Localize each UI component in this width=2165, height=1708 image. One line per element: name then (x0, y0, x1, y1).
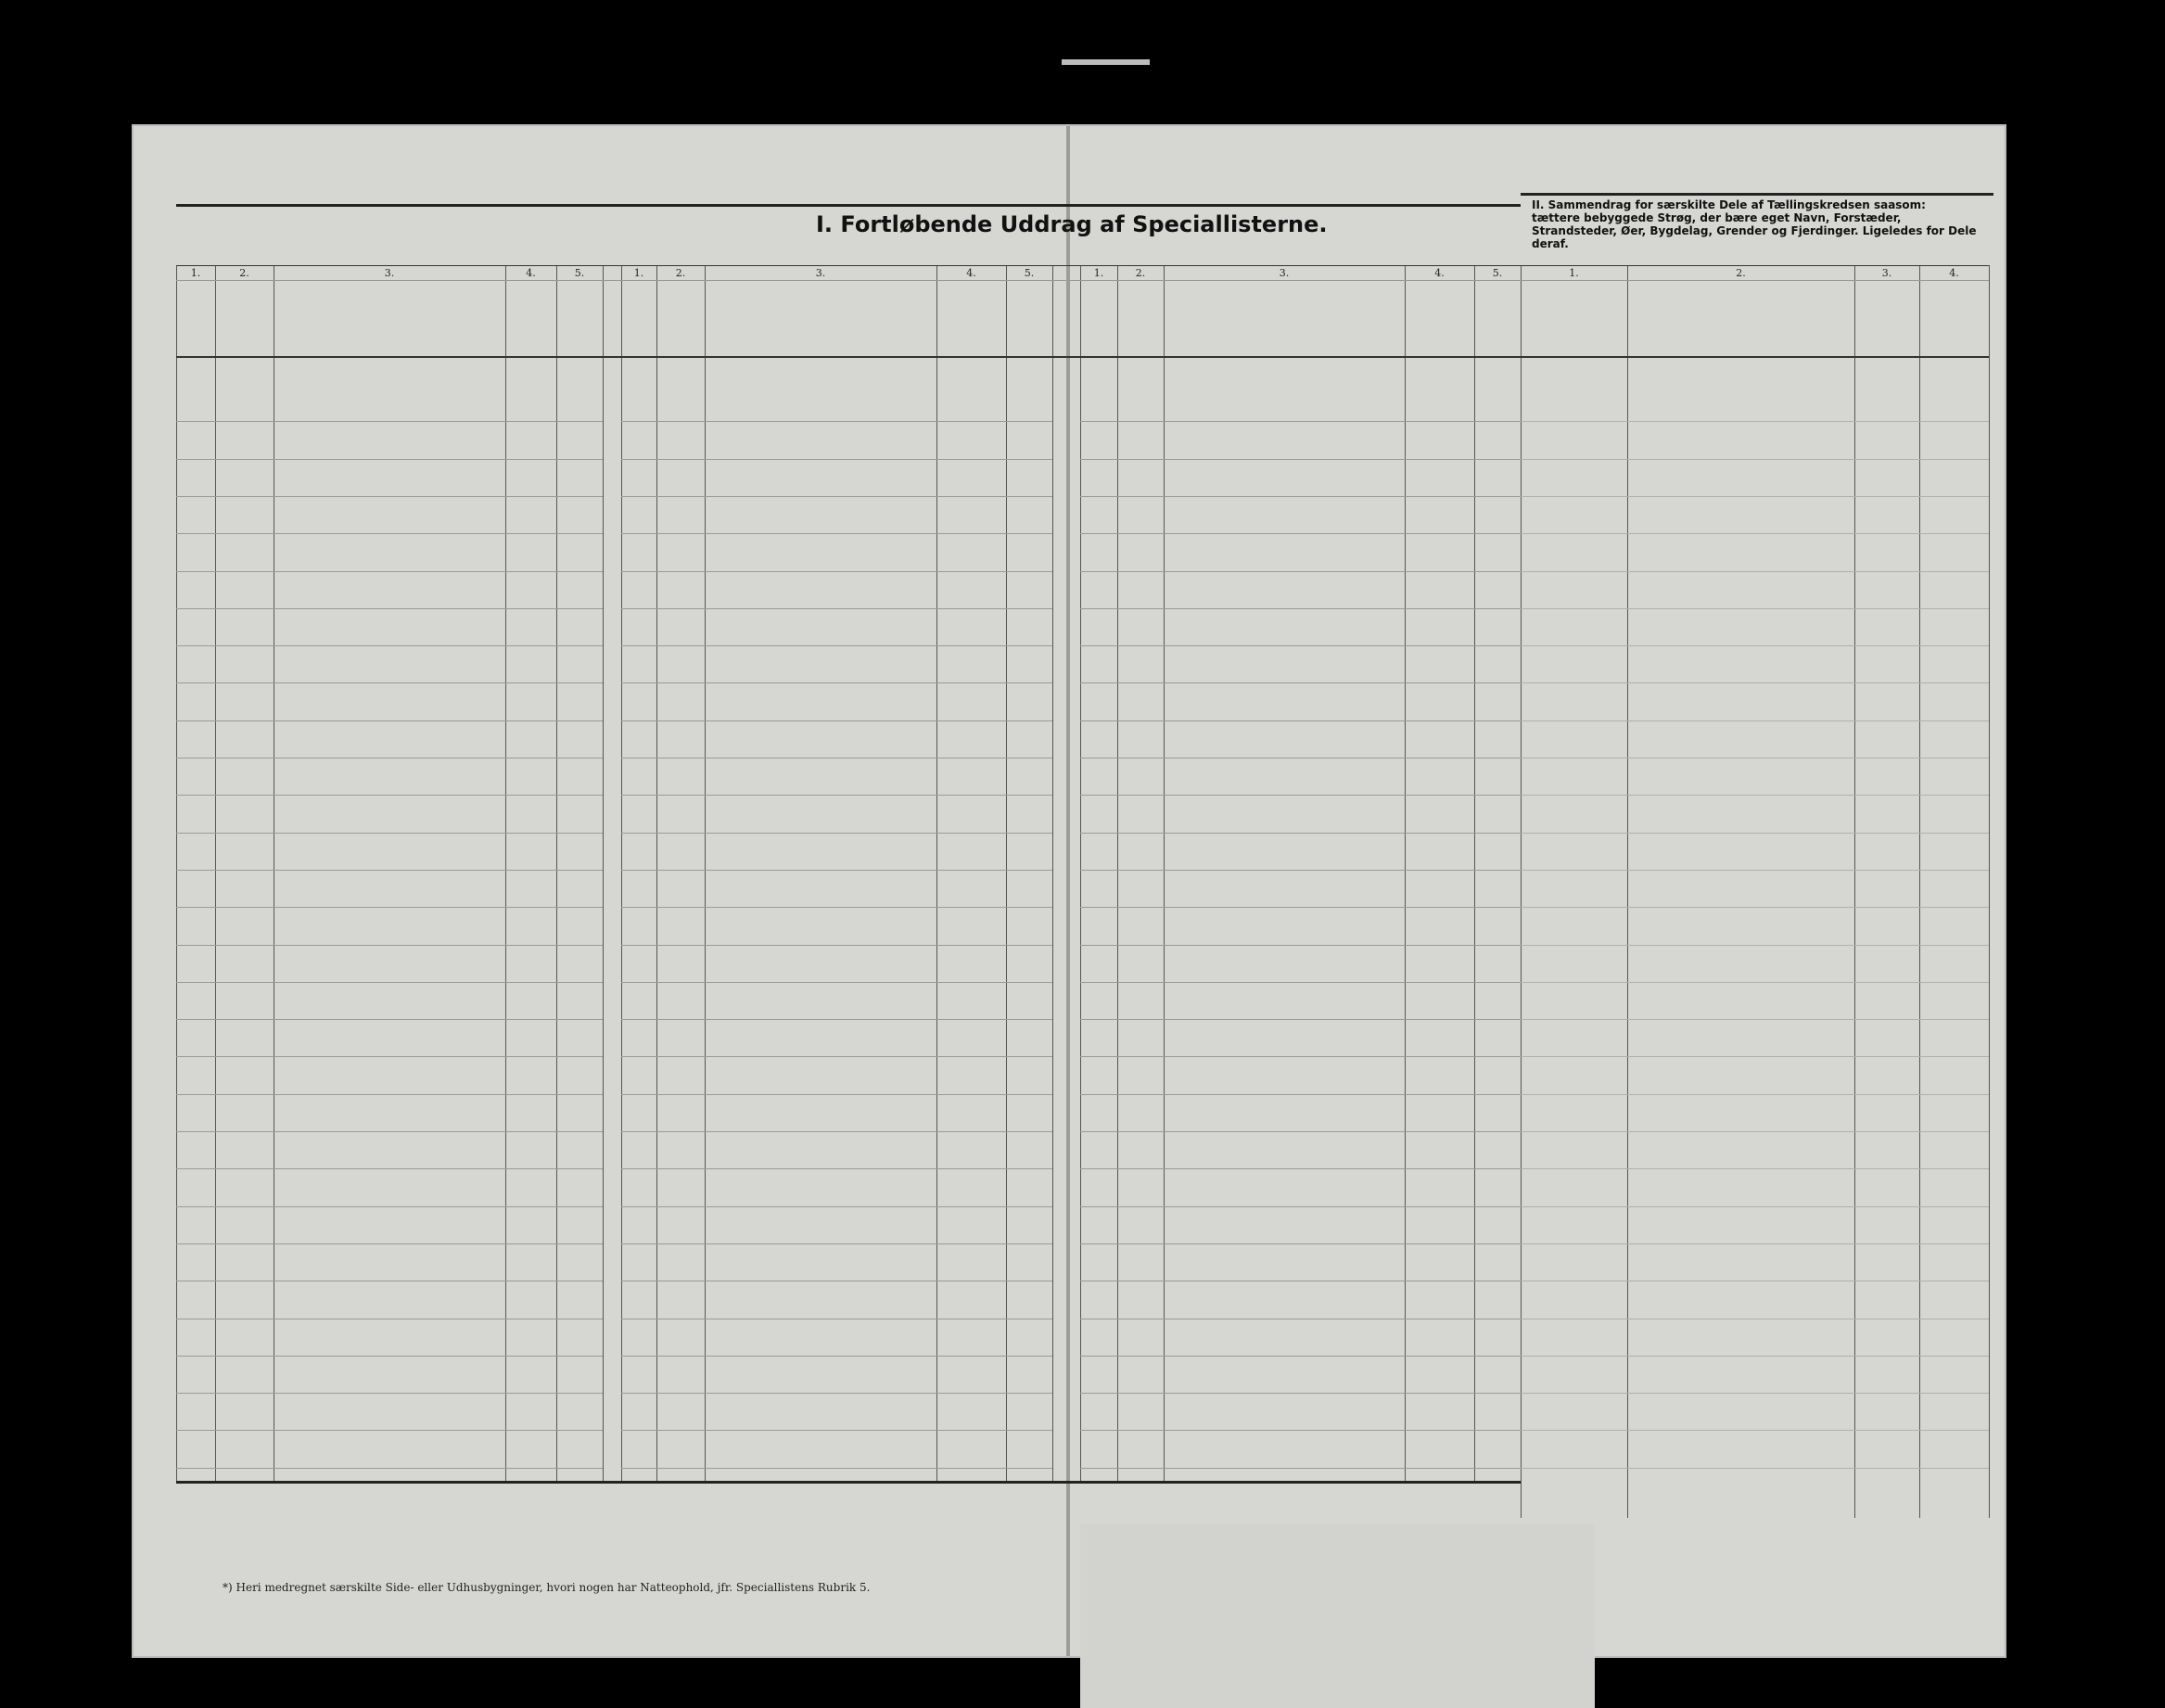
column-number: 1. (1569, 267, 1579, 279)
row-rule (176, 833, 603, 834)
summary-row-rule (1521, 459, 1989, 460)
summary-row-rule (1521, 1430, 1989, 1431)
row-rule (176, 496, 603, 497)
row-rule (176, 795, 603, 796)
row-rule (176, 1019, 603, 1020)
row-rule (176, 682, 603, 683)
column-number: 3. (1881, 267, 1892, 279)
row-rule (176, 1430, 603, 1431)
row-rule (621, 833, 1052, 834)
column-number: 1. (633, 267, 644, 279)
table-bottom-rule (176, 1481, 1521, 1484)
row-rule (1080, 1056, 1521, 1057)
row-rule (176, 982, 603, 983)
row-rule (176, 533, 603, 534)
column-number: 5. (1024, 267, 1035, 279)
header-rule (176, 265, 1989, 266)
row-rule (176, 608, 603, 609)
summary-row-rule (1521, 1468, 1989, 1469)
row-rule (621, 1430, 1052, 1431)
summary-row-rule (1521, 533, 1989, 534)
row-rule (621, 1056, 1052, 1057)
row-rule (1080, 982, 1521, 983)
row-rule (1080, 1468, 1521, 1469)
header-rule (176, 356, 1989, 358)
row-rule (1080, 833, 1521, 834)
row-rule (1080, 533, 1521, 534)
row-rule (621, 795, 1052, 796)
row-rule (176, 720, 603, 721)
row-rule (1080, 1131, 1521, 1132)
row-rule (621, 682, 1052, 683)
row-rule (621, 645, 1052, 646)
row-rule (1080, 459, 1521, 460)
row-rule (1080, 682, 1521, 683)
column-rule (1627, 265, 1628, 1518)
row-rule (1080, 870, 1521, 871)
summary-row-rule (1521, 1168, 1989, 1169)
row-rule (176, 1131, 603, 1132)
row-rule (1080, 496, 1521, 497)
row-rule (176, 1356, 603, 1357)
row-rule (176, 907, 603, 908)
row-rule (621, 1131, 1052, 1132)
column-rule (1006, 265, 1007, 1481)
row-rule (1080, 1019, 1521, 1020)
column-number: 3. (384, 267, 395, 279)
row-rule (621, 1094, 1052, 1095)
column-rule (603, 265, 604, 1481)
row-rule (621, 720, 1052, 721)
row-rule (176, 571, 603, 572)
row-rule (1080, 720, 1521, 721)
summary-row-rule (1521, 945, 1989, 946)
row-rule (621, 982, 1052, 983)
row-rule (621, 945, 1052, 946)
row-rule (621, 496, 1052, 497)
column-rule (1919, 265, 1920, 1518)
summary-row-rule (1521, 496, 1989, 497)
right-table-title: II. Sammendrag for særskilte Dele af Tællingskredsen saasom: tættere bebyggede Strøg, der bære eget Navn, Forstæder, Strandsteder, Øer, Bygdelag, Grender og Fjerdinger. Ligeledes for Dele deraf. (1532, 198, 1977, 250)
summary-row-rule (1521, 907, 1989, 908)
column-rule (176, 265, 177, 1481)
row-rule (621, 907, 1052, 908)
summary-row-rule (1521, 833, 1989, 834)
column-rule (1080, 265, 1081, 1481)
row-rule (621, 608, 1052, 609)
left-table-title: I. Fortløbende Uddrag af Speciallisterne. (816, 211, 1328, 237)
row-rule (1080, 1356, 1521, 1357)
column-number: 1. (1093, 267, 1104, 279)
row-rule (176, 945, 603, 946)
column-rule (1989, 265, 1990, 1518)
row-rule (176, 459, 603, 460)
row-rule (176, 1168, 603, 1169)
row-rule (1080, 571, 1521, 572)
summary-row-rule (1521, 421, 1989, 422)
column-rule (1405, 265, 1406, 1481)
row-rule (176, 1056, 603, 1057)
summary-row-rule (1521, 1131, 1989, 1132)
row-rule (621, 1206, 1052, 1207)
row-rule (176, 1206, 603, 1207)
column-rule (505, 265, 506, 1481)
row-rule (621, 1168, 1052, 1169)
header-rule (176, 280, 1989, 281)
right-title-rule (1521, 193, 1993, 196)
row-rule (1080, 1094, 1521, 1095)
row-rule (621, 1243, 1052, 1244)
summary-row-rule (1521, 1094, 1989, 1095)
column-rule (1474, 265, 1475, 1481)
column-rule (215, 265, 216, 1481)
row-rule (621, 1356, 1052, 1357)
row-rule (176, 1393, 603, 1394)
row-rule (1080, 1243, 1521, 1244)
column-number: 5. (574, 267, 585, 279)
row-rule (621, 421, 1052, 422)
column-number: 2. (675, 267, 686, 279)
row-rule (621, 1468, 1052, 1469)
row-rule (1080, 645, 1521, 646)
row-rule (1080, 1430, 1521, 1431)
scan-mark (1062, 59, 1150, 65)
summary-row-rule (1521, 571, 1989, 572)
row-rule (1080, 907, 1521, 908)
row-rule (1080, 795, 1521, 796)
column-number: 2. (1736, 267, 1746, 279)
column-number: 4. (1434, 267, 1445, 279)
summary-row-rule (1521, 870, 1989, 871)
column-rule (705, 265, 706, 1481)
row-rule (621, 571, 1052, 572)
column-number: 3. (815, 267, 826, 279)
row-rule (176, 870, 603, 871)
summary-row-rule (1521, 982, 1989, 983)
summary-row-rule (1521, 1243, 1989, 1244)
summary-row-rule (1521, 1019, 1989, 1020)
column-rule (1521, 265, 1522, 1518)
summary-row-rule (1521, 1206, 1989, 1207)
column-number: 4. (1949, 267, 1959, 279)
row-rule (621, 1393, 1052, 1394)
row-rule (176, 645, 603, 646)
footnote: *) Heri medregnet særskilte Side- eller Udhusbygninger, hvori nogen har Natteophold, jfr. Speciallistens Rubrik 5. (223, 1581, 871, 1594)
column-number: 3. (1279, 267, 1290, 279)
summary-row-rule (1521, 645, 1989, 646)
summary-row-rule (1521, 720, 1989, 721)
row-rule (621, 533, 1052, 534)
row-rule (621, 459, 1052, 460)
column-rule (936, 265, 937, 1481)
column-rule (556, 265, 557, 1481)
column-rule (621, 265, 622, 1481)
row-rule (1080, 1393, 1521, 1394)
column-rule (656, 265, 657, 1481)
column-number: 2. (239, 267, 249, 279)
census-page (132, 124, 2006, 1658)
row-rule (1080, 1168, 1521, 1169)
summary-row-rule (1521, 682, 1989, 683)
summary-row-rule (1521, 608, 1989, 609)
column-rule (1854, 265, 1855, 1518)
column-rule (1052, 265, 1053, 1481)
row-rule (176, 421, 603, 422)
row-rule (621, 870, 1052, 871)
row-rule (1080, 1206, 1521, 1207)
summary-row-rule (1521, 795, 1989, 796)
column-number: 4. (526, 267, 536, 279)
column-rule (1164, 265, 1165, 1481)
column-number: 2. (1135, 267, 1146, 279)
column-rule (1117, 265, 1118, 1481)
row-rule (1080, 945, 1521, 946)
row-rule (621, 1019, 1052, 1020)
title-rule (176, 204, 1521, 207)
summary-row-rule (1521, 1393, 1989, 1394)
column-number: 4. (966, 267, 976, 279)
summary-row-rule (1521, 1056, 1989, 1057)
column-number: 1. (190, 267, 201, 279)
row-rule (1080, 608, 1521, 609)
column-number: 5. (1492, 267, 1503, 279)
row-rule (176, 1468, 603, 1469)
summary-row-rule (1521, 1356, 1989, 1357)
attached-slip (1080, 1524, 1595, 1708)
row-rule (1080, 421, 1521, 422)
row-rule (176, 1243, 603, 1244)
row-rule (176, 1094, 603, 1095)
